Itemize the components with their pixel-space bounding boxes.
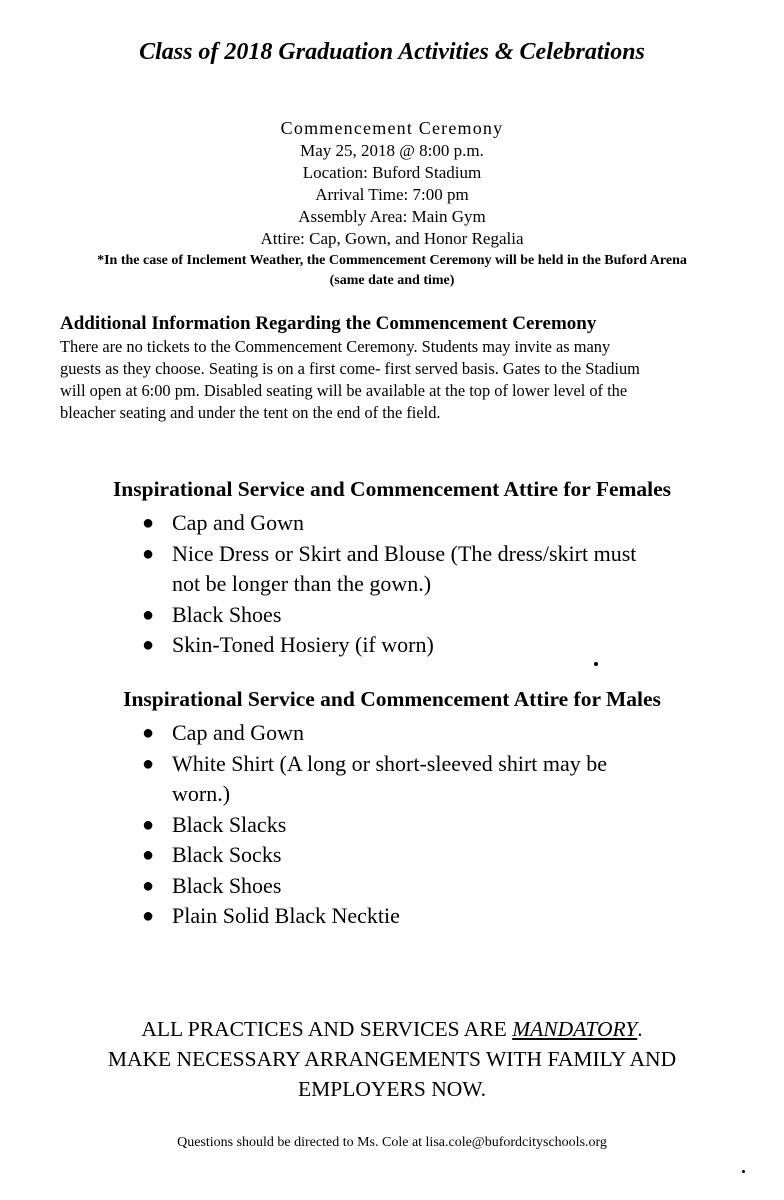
list-item <box>0 600 784 631</box>
bullet-icon: ● <box>142 874 155 897</box>
contact-footer: Questions should be directed to Ms. Cole at lisa.cole@bufordcityschools.org <box>177 1135 607 1150</box>
list-item-text: White Shirt (A long or short-sleeved shirt may be <box>172 750 608 776</box>
mandatory-line: EMPLOYERS NOW. <box>298 1077 486 1101</box>
list-item <box>0 508 784 539</box>
male-attire-list <box>0 718 784 932</box>
list-item <box>0 810 784 841</box>
list-item-text: Plain Solid Black Necktie <box>172 903 400 928</box>
weather-note <box>0 251 784 291</box>
list-item-text: Nice Dress or Skirt and Blouse (The dress/skirt must <box>172 540 637 566</box>
list-item-text: Black Socks <box>172 842 282 867</box>
female-attire-heading: Inspirational Service and Commencement Attire for Females <box>112 477 672 501</box>
bullet-icon: ● <box>142 512 155 534</box>
list-item <box>0 901 784 932</box>
list-item-text: Black Shoes <box>172 872 282 898</box>
bullet-icon: ● <box>142 542 155 565</box>
ceremony-attire: Attire: Cap, Gown, and Honor Regalia <box>260 229 524 248</box>
list-item-text: worn.) <box>172 781 231 806</box>
bullet-icon: ● <box>142 813 155 836</box>
list-item-text: Cap and Gown <box>172 720 304 745</box>
commencement-details <box>0 116 784 291</box>
list-item <box>0 749 784 810</box>
male-attire-heading: Inspirational Service and Commencement Attire for Males <box>123 687 661 711</box>
weather-note-line: *In the case of Inclement Weather, the Commencement Ceremony will be held in the Buford Arena <box>97 253 687 268</box>
male-attire-section <box>0 684 784 932</box>
bullet-icon: ● <box>142 722 155 744</box>
list-item <box>0 630 784 661</box>
list-item-text: Cap and Gown <box>172 510 304 535</box>
ceremony-arrival-time: Arrival Time: 7:00 pm <box>315 185 469 204</box>
document-title: Class of 2018 Graduation Activities & Celebrations <box>139 39 645 65</box>
additional-info-heading: Additional Information Regarding the Commencement Ceremony <box>60 313 597 334</box>
weather-note-line: (same date and time) <box>329 273 455 288</box>
list-item-text: Black Slacks <box>172 811 287 837</box>
ceremony-date: May 25, 2018 @ 8:00 p.m. <box>300 141 484 160</box>
bullet-icon: ● <box>142 844 155 866</box>
bullet-icon: ● <box>142 634 155 656</box>
commencement-heading: Commencement Ceremony <box>280 118 504 138</box>
bullet-icon: ● <box>142 603 155 626</box>
female-attire-section <box>0 474 784 661</box>
additional-info-line: bleacher seating and under the tent on the end of the field. <box>60 403 441 422</box>
ceremony-location: Location: Buford Stadium <box>302 163 482 182</box>
mandatory-emphasis: MANDATORY <box>512 1017 638 1041</box>
additional-info-line: There are no tickets to the Commencement Ceremony. Students may invite as many <box>60 337 611 356</box>
additional-info-body <box>60 336 750 424</box>
bullet-icon: ● <box>142 752 155 775</box>
list-item <box>0 871 784 902</box>
stray-dot <box>594 662 598 666</box>
stray-dot <box>742 1170 745 1173</box>
list-item <box>0 718 784 749</box>
bullet-icon: ● <box>142 905 155 927</box>
list-item-text: Skin-Toned Hosiery (if worn) <box>172 632 434 657</box>
list-item-text: not be longer than the gown.) <box>172 571 432 596</box>
mandatory-prefix: ALL PRACTICES AND SERVICES ARE <box>141 1017 513 1041</box>
mandatory-line <box>0 1014 784 1044</box>
additional-info-line: guests as they choose. Seating is on a first come- first served basis. Gates to the Stadium <box>60 359 640 378</box>
list-item <box>0 539 784 600</box>
list-item-text: Black Shoes <box>172 601 282 627</box>
ceremony-assembly-area: Assembly Area: Main Gym <box>298 207 486 226</box>
mandatory-suffix: . <box>637 1017 643 1041</box>
female-attire-list <box>0 508 784 661</box>
list-item <box>0 840 784 871</box>
mandatory-line: MAKE NECESSARY ARRANGEMENTS WITH FAMILY AND <box>107 1047 677 1071</box>
additional-info-section <box>60 312 750 424</box>
additional-info-line: will open at 6:00 pm. Disabled seating will be available at the top of lower level of the <box>60 381 628 400</box>
mandatory-notice <box>0 1014 784 1104</box>
